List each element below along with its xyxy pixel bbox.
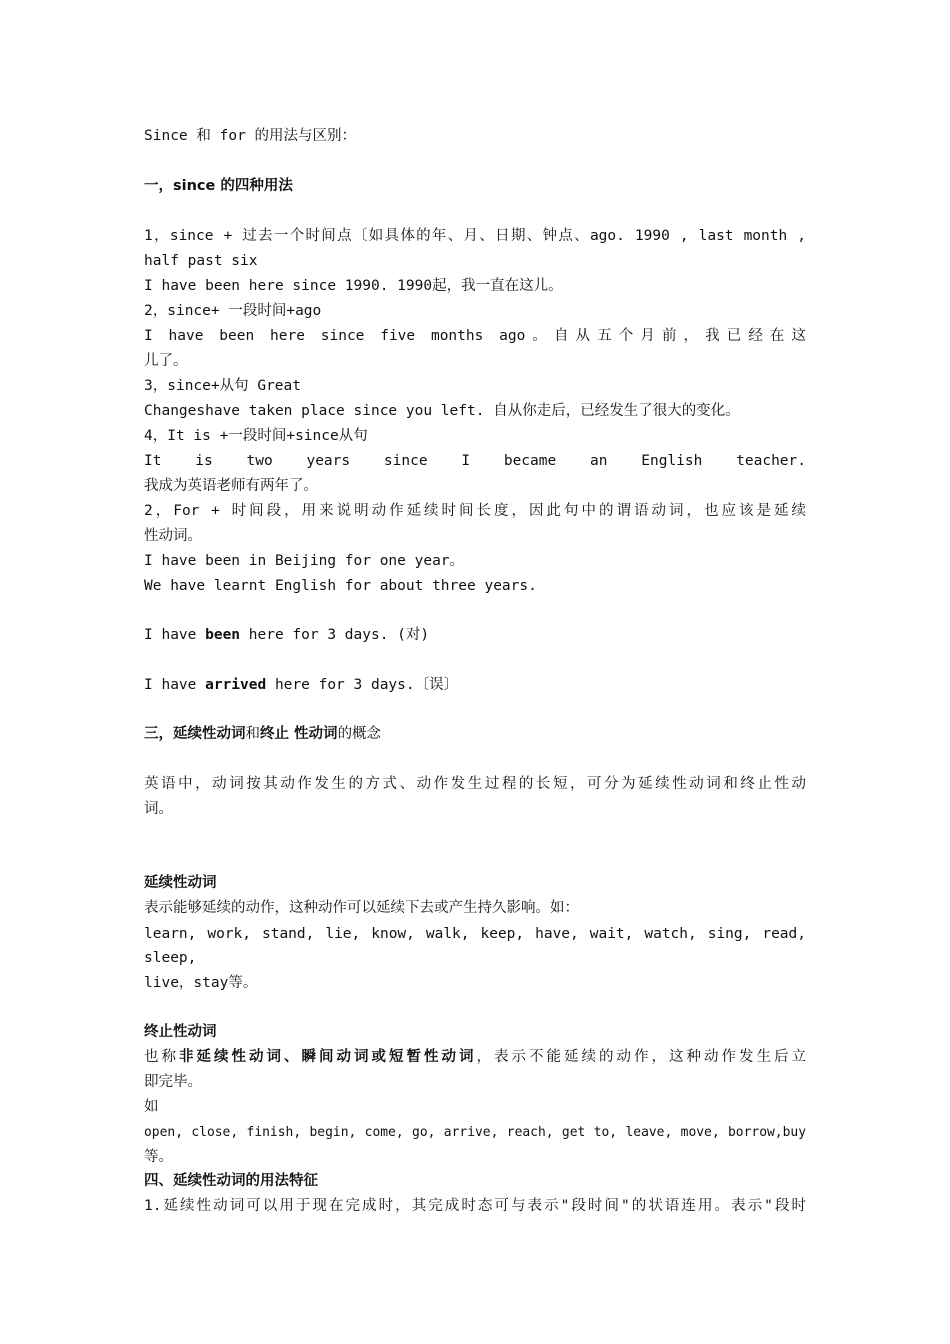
terminative-examples-line1: open, close, finish, begin, come, go, arrive, reach, get to, leave, move, borrow,buy [144,1125,806,1140]
durative-examples-line2: sleep, [144,950,197,966]
point2-line: 2，since+ 一段时间+ago [144,303,322,319]
point1-example: I have been here since 1990. 1990起，我一直在这儿。 [144,278,563,294]
point2-example-line2: 儿了。 [144,353,188,369]
section3-line2: 词。 [144,801,173,817]
terminative-examples-line2: 等。 [144,1149,173,1165]
terminative-ru: 如 [144,1099,159,1115]
for-example-1: I have been in Beijing for one year。 [144,553,465,569]
wrong-example-verb: arrived [205,677,267,693]
section1-heading: 一，since 的四种用法 [144,178,293,194]
point4-example-line2: 我成为英语老师有两年了。 [144,478,318,494]
for-usage-line2: 性动词。 [144,528,202,544]
point4-example-line1: It is two years since I became an English teacher. [144,453,806,469]
point4-line: 4，It is +一段时间+since从句 [144,428,368,444]
point2-example-line1: I have been here since five months ago。自从五个月前，我已经在这 [144,328,806,344]
point3-line: 3，since+从句 Great [144,378,301,394]
document-title: Since 和 for 的用法与区别： [144,128,357,144]
point3-example: Changeshave taken place since you left. 自从你走后，已经发生了很大的变化。 [144,403,740,419]
durative-examples-line3: live，stay等。 [144,975,258,991]
section4-heading: 四、延续性动词的用法特征 [144,1173,318,1189]
for-usage-line1: 2，For + 时间段，用来说明动作延续时间长度，因此句中的谓语动词，也应该是延续 [144,503,806,519]
wrong-example: I have arrived here for 3 days.〔误〕 [144,677,459,693]
section4-line1: 1.延续性动词可以用于现在完成时，其完成时态可与表示"段时间"的状语连用。表示"段时 [144,1198,806,1214]
section3-heading: 三，延续性动词和终止 性动词的概念 [144,726,382,742]
for-example-2: We have learnt English for about three years. [144,578,537,594]
section3-line1: 英语中，动词按其动作发生的方式、动作发生过程的长短，可分为延续性动词和终止性动 [144,776,806,792]
terminative-heading: 终止性动词 [144,1024,217,1040]
point1-line2: half past six [144,253,258,269]
correct-example-verb: been [205,627,241,643]
durative-heading: 延续性动词 [144,875,217,891]
terminative-description-line1: 也称非延续性动词、瞬间动词或短暂性动词，表示不能延续的动作，这种动作发生后立 [144,1049,806,1065]
durative-description: 表示能够延续的动作，这种动作可以延续下去或产生持久影响。如： [144,900,579,916]
point1-line1: 1，since + 过去一个时间点〔如具体的年、月、日期、钟点、ago. 1990 , last month , [144,228,806,244]
terminative-description-line2: 即完毕。 [144,1074,202,1090]
correct-example: I have been here for 3 days. (对) [144,627,430,643]
durative-examples-line1: learn, work, stand, lie, know, walk, keep, have, wait, watch, sing, read, [144,926,806,942]
